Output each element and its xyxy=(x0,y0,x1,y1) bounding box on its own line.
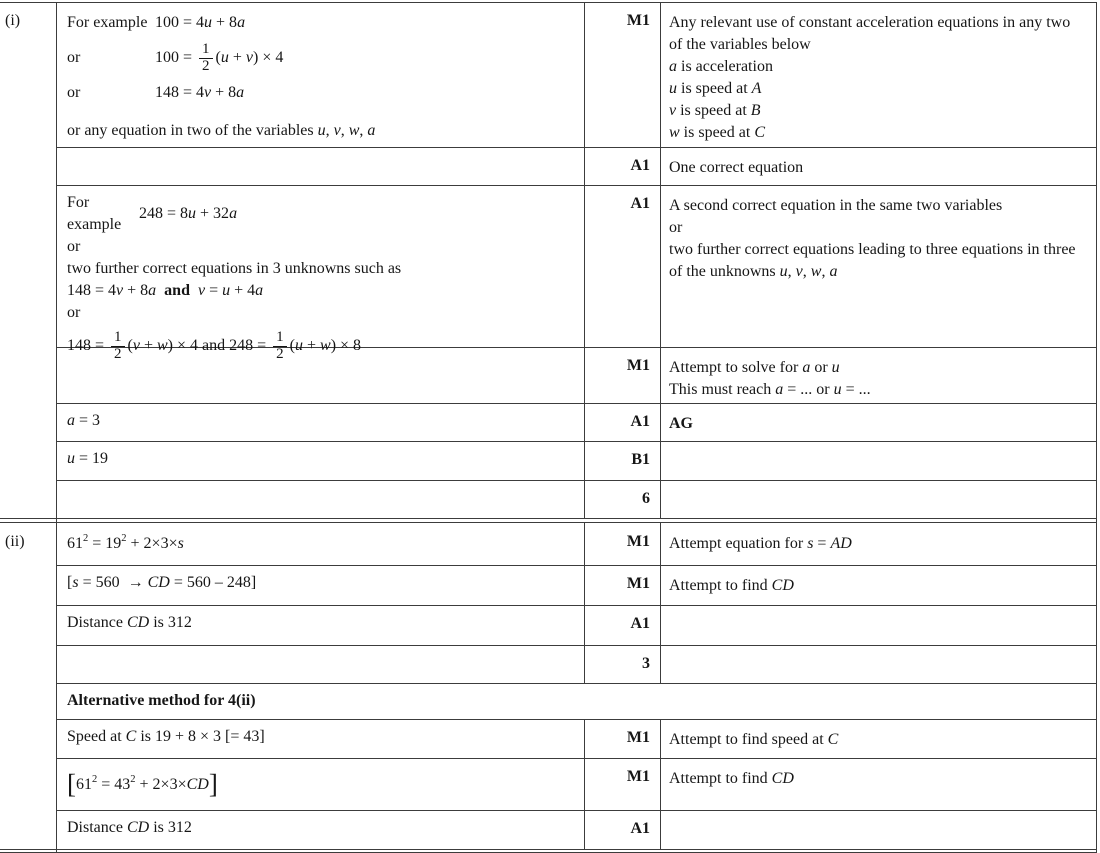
guidance-line: w is speed at C xyxy=(669,124,765,141)
equation: or any equation in two of the variables u, v, w, a xyxy=(67,122,376,139)
answer-cell xyxy=(57,523,584,565)
row-i-2 xyxy=(57,148,1096,186)
answer-given-flag: AG xyxy=(669,415,693,432)
equation: Distance CD is 312 xyxy=(67,819,192,836)
equation: $[61^2 = 43^2 + 2\times 3\times CD]$ xyxy=(67,769,218,799)
guidance-cell xyxy=(661,442,1096,480)
section-part-i xyxy=(0,3,1096,518)
guidance-line: One correct equation xyxy=(669,159,804,176)
answer-cell xyxy=(57,148,584,185)
equation-line xyxy=(67,119,574,143)
equation: [s = 560 → CD = 560 – 248] xyxy=(67,574,257,591)
mark-cell: A1 xyxy=(584,404,661,441)
mark-cell: M1 xyxy=(584,566,661,605)
row-ii-alt-1 xyxy=(57,720,1096,759)
equation-line xyxy=(67,81,574,105)
row-i-5 xyxy=(57,404,1096,442)
equation: 100 = $\frac{1}{2}$ (u + v) × 4 xyxy=(155,40,284,74)
row-i-6 xyxy=(57,442,1096,481)
bottom-border xyxy=(0,849,1096,853)
guidance-cell xyxy=(661,523,1096,565)
equation: 248 = 8u + 32a xyxy=(139,205,238,222)
mark-cell: M1 xyxy=(584,759,661,810)
guidance-cell xyxy=(661,148,1096,185)
row-ii-total xyxy=(57,646,1096,684)
part-label-ii: (ii) xyxy=(5,533,25,550)
equation: 148 = 4v + 8a and v = u + 4a xyxy=(67,282,264,299)
mark-cell: B1 xyxy=(584,442,661,480)
equation: $61^2 = 19^2 + 2\times 3\times s$ xyxy=(67,533,184,552)
guidance-cell xyxy=(661,720,1096,758)
guidance-line: Attempt to solve for a or u xyxy=(669,359,840,376)
mark-cell: A1 xyxy=(584,148,661,185)
guidance-line: u is speed at A xyxy=(669,80,762,97)
alt-method-header: Alternative method for 4(ii) xyxy=(67,692,256,709)
guidance-line: A second correct equation in the same two variables xyxy=(669,197,1003,214)
guidance-line: Attempt equation for s = AD xyxy=(669,535,852,552)
mark-cell: M1 xyxy=(584,3,661,147)
part-column-divider xyxy=(56,3,57,853)
equation: 100 = 4u + 8a xyxy=(155,14,246,31)
answer-cell xyxy=(57,481,584,518)
answer-cell xyxy=(57,348,584,403)
mark-cell: A1 xyxy=(584,811,661,849)
equation: Distance CD is 312 xyxy=(67,614,192,631)
section-i-rows xyxy=(57,3,1096,518)
answer-cell xyxy=(57,606,584,645)
guidance-cell xyxy=(661,566,1096,605)
row-ii-2 xyxy=(57,566,1096,606)
guidance-line: Attempt to find speed at C xyxy=(669,731,839,748)
answer-cell xyxy=(57,759,584,810)
equation-line xyxy=(67,11,574,35)
guidance-line: v is speed at B xyxy=(669,102,761,119)
line-label: For example xyxy=(67,194,122,233)
answer-cell xyxy=(57,720,584,758)
guidance-line: two further correct equations leading to three equations in three of the unknowns u, v, w, a xyxy=(669,241,1076,280)
equation-line xyxy=(67,35,574,81)
guidance-line: or xyxy=(669,219,683,236)
guidance-cell xyxy=(661,646,1096,683)
equation: a = 3 xyxy=(67,412,101,429)
mark-cell: M1 xyxy=(584,348,661,403)
mark-scheme-table xyxy=(0,2,1097,853)
guidance-cell xyxy=(661,186,1096,347)
row-ii-1 xyxy=(57,523,1096,566)
mark-cell: A1 xyxy=(584,186,661,347)
equation-line xyxy=(67,192,574,236)
text-line: or xyxy=(67,304,81,321)
mark-cell: M1 xyxy=(584,523,661,565)
answer-cell xyxy=(57,3,584,147)
guidance-line: Attempt to find CD xyxy=(669,577,794,594)
row-i-3 xyxy=(57,186,1096,362)
guidance-cell xyxy=(661,811,1096,849)
guidance-cell xyxy=(661,404,1096,441)
line-label: For example xyxy=(67,14,148,31)
guidance-cell xyxy=(661,3,1096,147)
equation: Speed at C is 19 + 8 × 3 [= 43] xyxy=(67,728,265,745)
equation: 148 = $\frac{1}{2}$ (v + w) × 4 and 248 = $\frac{1}{2}$ (u + w) × 8 xyxy=(67,328,362,362)
guidance-cell xyxy=(661,759,1096,810)
row-alt-method-header xyxy=(57,684,1096,720)
guidance-line: This must reach a = ... or u = ... xyxy=(669,381,871,398)
row-ii-3 xyxy=(57,606,1096,646)
answer-cell xyxy=(57,646,584,683)
answer-cell xyxy=(57,566,584,605)
text-line: or xyxy=(67,238,81,255)
answer-cell xyxy=(57,186,584,362)
row-i-4 xyxy=(57,348,1096,404)
guidance-cell xyxy=(661,348,1096,403)
answer-cell xyxy=(57,404,584,441)
section-part-ii xyxy=(0,523,1096,849)
guidance-cell xyxy=(661,481,1096,518)
part-label-i: (i) xyxy=(5,12,21,29)
section-ii-rows xyxy=(57,523,1096,849)
guidance-cell xyxy=(661,606,1096,645)
answer-cell xyxy=(57,811,584,849)
guidance-line: Attempt to find CD xyxy=(669,770,794,787)
row-i-total xyxy=(57,481,1096,518)
line-label: or xyxy=(67,84,81,101)
line-label: or xyxy=(67,49,81,66)
total-marks: 6 xyxy=(584,481,661,518)
equation: u = 19 xyxy=(67,450,109,467)
guidance-line: Any relevant use of constant acceleration equations in any two of the variables below xyxy=(669,14,1071,53)
mark-cell: M1 xyxy=(584,720,661,758)
answer-cell xyxy=(57,442,584,480)
guidance-line: a is acceleration xyxy=(669,58,773,75)
total-marks: 3 xyxy=(584,646,661,683)
mark-cell: A1 xyxy=(584,606,661,645)
text-line: two further correct equations in 3 unknowns such as xyxy=(67,260,402,277)
equation: 148 = 4v + 8a xyxy=(155,84,245,101)
row-ii-alt-3 xyxy=(57,811,1096,849)
row-i-1 xyxy=(57,3,1096,148)
equation-line xyxy=(67,280,574,302)
row-ii-alt-2 xyxy=(57,759,1096,811)
